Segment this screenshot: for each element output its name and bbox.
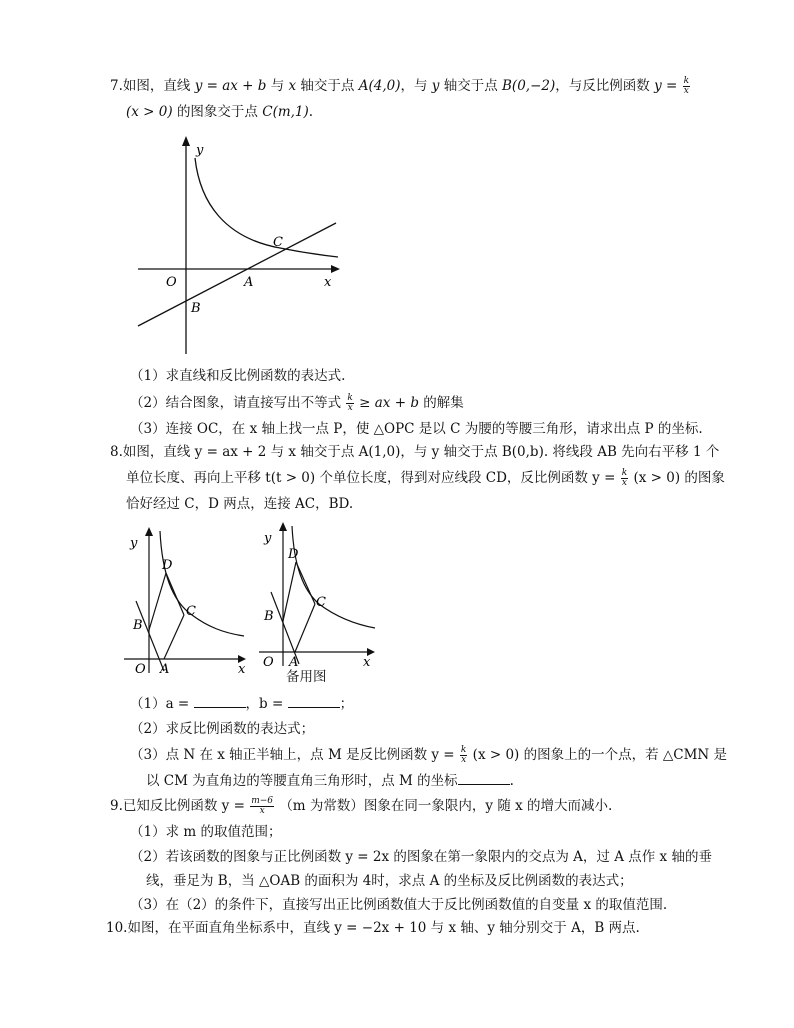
q8g1-segment-ab xyxy=(136,601,164,671)
q8-line-1: 8.如图，直线 y = ax + 2 与 x 轴交于点 A(1,0)，与 y 轴交于点 B(0,b). 将线段 AB 先向右平移 1 个 xyxy=(110,444,720,460)
q7-graph xyxy=(130,128,350,358)
q8g2-label-y: y xyxy=(264,531,272,546)
q8-sub-1: （1）a = ，b = ； xyxy=(130,696,354,712)
q8-sub-3-line-1: （3）点 N 在 x 轴正半轴上，点 M 是反比例函数 y = $\frac{k}{x}$ (x > 0) 的图象上的一个点，若 △CMN 是 xyxy=(130,745,728,765)
q8g1-label-C: C xyxy=(186,604,196,619)
q7-line-2: (x > 0) 的图象交于点 C(m,1). xyxy=(126,104,314,120)
q9-sub-2-line-1: （2）若该函数的图象与正比例函数 y = 2x 的图象在第一象限内的交点为 A，过 A 点作 x 轴的垂 xyxy=(130,849,712,865)
q8-fraction-k-over-x: $\frac{k}{x}$ xyxy=(621,468,628,488)
q8g1-label-y: y xyxy=(130,536,138,551)
q7-sub-1: （1）求直线和反比例函数的表达式. xyxy=(130,368,346,384)
q8g1-hyperbola xyxy=(160,531,244,636)
q8-line-2: 单位长度、再向上平移 t(t > 0) 个单位长度，得到对应线段 CD，反比例函数 y = $\frac{k}{x}$ (x > 0) 的图象 xyxy=(126,468,725,488)
q8-answer-blank-b[interactable] xyxy=(288,695,340,708)
q9-sub-2-line-2: 线，垂足为 B，当 △OAB 的面积为 4时，求点 A 的坐标及反比例函数的表达式； xyxy=(146,873,633,889)
q7-fraction-k-over-x: $\frac{k}{x}$ xyxy=(683,76,690,96)
q8g1-segment-bd xyxy=(149,573,166,630)
q8g1-label-B: B xyxy=(133,618,143,633)
q7-label-y: y xyxy=(196,143,204,158)
q7-x-axis-arrow xyxy=(331,265,340,273)
q7-label-C: C xyxy=(273,235,283,250)
q8g1-label-A: A xyxy=(160,662,170,675)
q8g1-label-O: O xyxy=(135,662,146,675)
q7-y-axis-arrow xyxy=(182,136,190,146)
q9-line-1: 9.已知反比例函数 y = $\frac{m-6}{x}$ （m 为常数）图象在同一象限内，y 随 x 的增大而减小. xyxy=(110,796,613,816)
q10-line-1: 10.如图，在平面直角坐标系中，直线 y = −2x + 10 与 x 轴、y 轴分别交于 A，B 两点. xyxy=(106,920,640,936)
q7-sub2-fraction: $\frac{k}{x}$ xyxy=(347,393,353,413)
q7-line-1: 7.如图，直线 y = ax + b 与 x 轴交于点 A(4,0)，与 y 轴交于点 B(0,−2)，与反比例函数 y = $\frac{k}{x}$ xyxy=(110,76,690,96)
q8-backup-graph-caption: 备用图 xyxy=(286,669,327,685)
q8g2-label-O: O xyxy=(263,655,274,670)
q9-sub-3: （3）在（2）的条件下，直接写出正比例函数值大于反比例函数值的自变量 x 的取值范围. xyxy=(130,897,668,913)
q8g2-label-x: x xyxy=(363,655,371,670)
q7-label-x: x xyxy=(324,275,332,290)
q8g1-segment-dc xyxy=(166,573,184,615)
q8g1-label-x: x xyxy=(238,662,246,675)
q7-sub-3: （3）连接 OC，在 x 轴上找一点 P，使 △OPC 是以 C 为腰的等腰三角形，请求出点 P 的坐标. xyxy=(130,421,703,437)
q8g2-segment-ab xyxy=(271,592,299,664)
q8g2-segment-ac xyxy=(295,604,315,652)
q8g2-label-D: D xyxy=(288,547,299,562)
q7-sub-2: （2）结合图象，请直接写出不等式 $\frac{k}{x}$ ≥ ax + b 的解集 xyxy=(130,393,464,413)
q8g2-label-A: A xyxy=(289,655,299,670)
q8g1-label-D: D xyxy=(162,558,173,573)
q8-line-3: 恰好经过 C，D 两点，连接 AC，BD. xyxy=(126,496,354,512)
q8-sub3-fraction: $\frac{k}{x}$ xyxy=(460,745,467,765)
q8g2-segment-bd xyxy=(283,562,296,621)
q8-sub-3-line-2: 以 CM 为直角边的等腰直角三角形时，点 M 的坐标 . xyxy=(146,773,514,789)
q8g2-label-C: C xyxy=(316,595,326,610)
q8-answer-blank-m[interactable] xyxy=(458,772,510,785)
q8g2-label-B: B xyxy=(264,609,274,624)
q8g2-hyperbola xyxy=(292,526,375,628)
q7-label-O: O xyxy=(166,275,177,290)
q8g1-y-axis-arrow xyxy=(145,527,153,536)
q7-hyperbola xyxy=(195,158,338,257)
q9-fraction-m6-over-x: $\frac{m-6}{x}$ xyxy=(251,796,274,816)
q8g1-segment-ac xyxy=(164,615,184,659)
q8-answer-blank-a[interactable] xyxy=(194,695,246,708)
q8g2-segment-dc xyxy=(296,562,315,604)
q8-graph-2 xyxy=(255,518,385,670)
q8-graph-1 xyxy=(120,523,255,675)
q7-label-B: B xyxy=(191,301,201,316)
q8g2-y-axis-arrow xyxy=(279,522,287,531)
q9-sub-1: （1）求 m 的取值范围； xyxy=(130,824,282,840)
q8-sub-2: （2）求反比例函数的表达式； xyxy=(130,721,315,737)
q7-label-A: A xyxy=(244,275,254,290)
